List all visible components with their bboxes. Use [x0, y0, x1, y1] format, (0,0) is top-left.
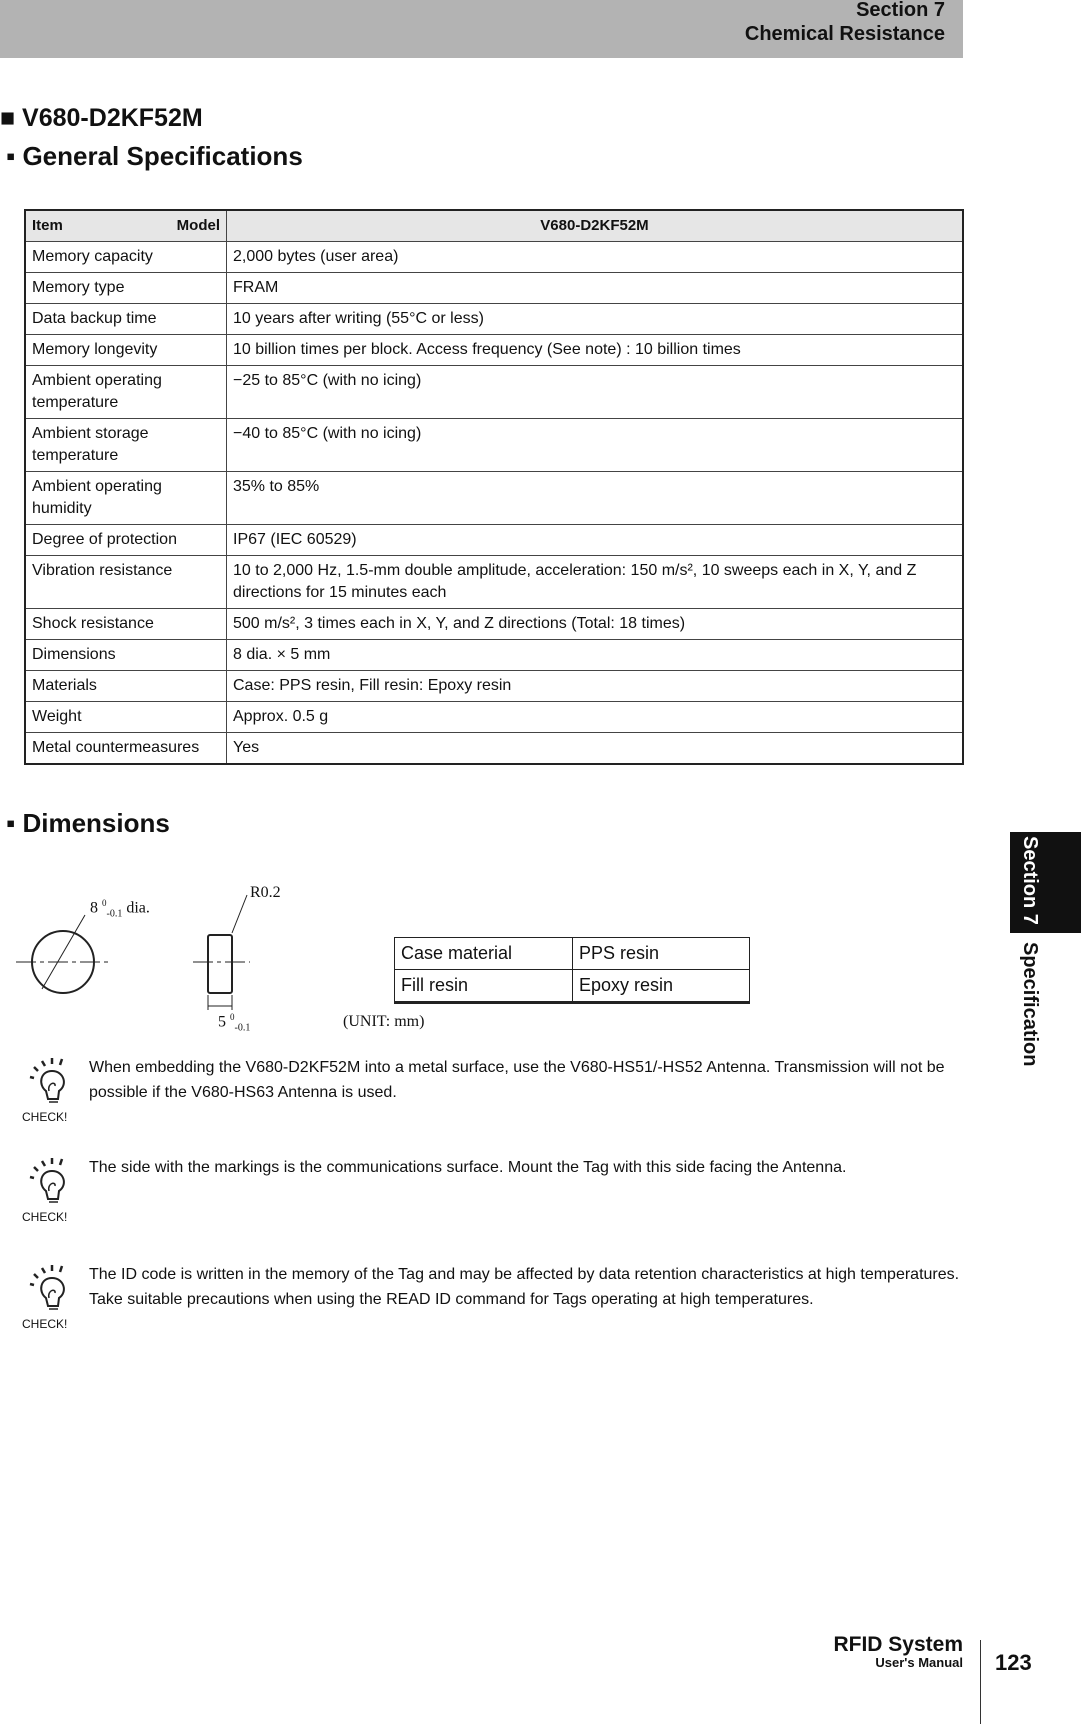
table-row	[25, 671, 963, 702]
spec-item: Materials	[25, 671, 227, 702]
check-label: CHECK!	[22, 1210, 68, 1224]
side-tab-section: Section 7	[1019, 836, 1041, 925]
spec-value: 35% to 85%	[227, 472, 964, 525]
materials-table	[394, 937, 750, 1004]
spec-value: −40 to 85°C (with no icing)	[227, 419, 964, 472]
unit-label: (UNIT: mm)	[343, 1013, 425, 1030]
check-note: The side with the markings is the communications surface. Mount the Tag with this side facing the Antenna.	[89, 1159, 847, 1176]
table-row	[25, 640, 963, 671]
spec-value: −25 to 85°C (with no icing)	[227, 366, 964, 419]
spec-item: Memory type	[25, 273, 227, 304]
table-row: Case material PPS resin	[395, 938, 750, 970]
table-row	[25, 472, 963, 525]
table-row	[25, 304, 963, 335]
spec-item: Ambient storage temperature	[25, 419, 227, 472]
spec-value: Yes	[227, 733, 964, 765]
spec-item: Dimensions	[25, 640, 227, 671]
section-title: Chemical Resistance	[744, 23, 945, 45]
spec-value: Case: PPS resin, Fill resin: Epoxy resin	[227, 671, 964, 702]
value-header: V680-D2KF52M	[227, 210, 964, 242]
spec-item: Memory longevity	[25, 335, 227, 366]
product-heading: ■ V680-D2KF52M	[0, 104, 203, 132]
footer-title: RFID System	[833, 1633, 963, 1656]
spec-value: 10 billion times per block. Access frequency (See note) : 10 billion times	[227, 335, 964, 366]
spec-item: Memory capacity	[25, 242, 227, 273]
spec-value: 2,000 bytes (user area)	[227, 242, 964, 273]
check-icon	[22, 1262, 78, 1332]
footer-subtitle: User's Manual	[875, 1655, 963, 1670]
spec-value: Approx. 0.5 g	[227, 702, 964, 733]
spec-value: IP67 (IEC 60529)	[227, 525, 964, 556]
footer-divider	[980, 1640, 981, 1724]
spec-item: Vibration resistance	[25, 556, 227, 609]
check-label: CHECK!	[22, 1110, 68, 1124]
spec-item: Shock resistance	[25, 609, 227, 640]
thickness-label: 5 $^0_{-0.1}$	[218, 1012, 251, 1034]
table-row	[25, 335, 963, 366]
table-row	[25, 733, 963, 765]
table-row	[25, 419, 963, 472]
spec-item: Weight	[25, 702, 227, 733]
model-header: Model	[176, 217, 220, 234]
check-label: CHECK!	[22, 1317, 68, 1331]
side-tab-label: Specification	[1019, 942, 1041, 1067]
section-header	[0, 0, 963, 58]
check-note: When embedding the V680-D2KF52M into a metal surface, use the V680-HS51/-HS52 Antenna. Transmission will not be possible if the V680-HS63 Antenna is used.	[89, 1059, 945, 1101]
check-note: The ID code is written in the memory of the Tag and may be affected by data retention characteristics at high temperatures. Take suitable precautions when using the READ ID command for Tags operating at high temperatures.	[89, 1266, 960, 1308]
spec-value: 8 dia. × 5 mm	[227, 640, 964, 671]
item-header: Item	[32, 217, 63, 234]
table-row	[25, 556, 963, 609]
page-number: 123	[995, 1650, 1032, 1675]
radius-label: R0.2	[250, 884, 281, 901]
table-row: Fill resin Epoxy resin	[395, 970, 750, 1003]
section-number: Section 7	[856, 0, 945, 21]
table-row	[25, 242, 963, 273]
spec-item: Ambient operating temperature	[25, 366, 227, 419]
table-header-row	[25, 210, 963, 242]
table-row	[25, 609, 963, 640]
spec-table	[24, 209, 964, 765]
dimensions-heading: ▪ Dimensions	[6, 808, 170, 838]
table-row	[25, 366, 963, 419]
check-icon	[22, 1155, 78, 1225]
spec-value: 10 to 2,000 Hz, 1.5-mm double amplitude, acceleration: 150 m/s², 10 sweeps each in X, Y, and Z directions for 15 minutes each	[227, 556, 964, 609]
spec-item: Metal countermeasures	[25, 733, 227, 765]
spec-value: FRAM	[227, 273, 964, 304]
table-row	[25, 702, 963, 733]
spec-item: Ambient operating humidity	[25, 472, 227, 525]
table-row	[25, 273, 963, 304]
check-icon	[22, 1055, 78, 1125]
spec-value: 10 years after writing (55°C or less)	[227, 304, 964, 335]
diameter-label: 8 $^0_{-0.1}$ dia.	[90, 898, 150, 920]
spec-item: Degree of protection	[25, 525, 227, 556]
spec-value: 500 m/s², 3 times each in X, Y, and Z directions (Total: 18 times)	[227, 609, 964, 640]
general-spec-heading: ▪ General Specifications	[6, 141, 303, 171]
table-row	[25, 525, 963, 556]
spec-item: Data backup time	[25, 304, 227, 335]
